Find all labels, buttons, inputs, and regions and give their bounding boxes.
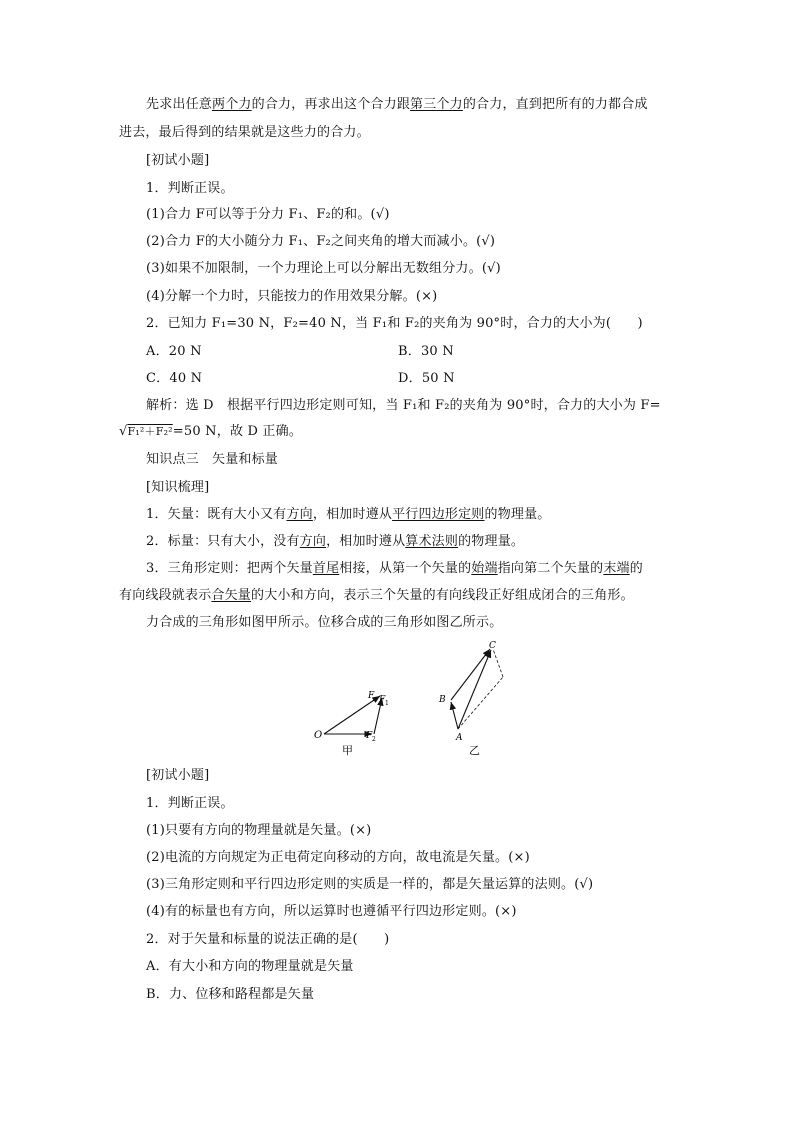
text: 指向第二个矢量的 — [497, 561, 604, 576]
caption-yi: 乙 — [469, 744, 480, 757]
underlined-term: 平行四边形定则 — [392, 507, 485, 522]
question: 2．对于矢量和标量的说法正确的是( ) — [146, 932, 390, 947]
label-f: F — [368, 691, 375, 701]
section-title: 知识点三 矢量和标量 — [146, 452, 279, 467]
text: 的 — [629, 561, 643, 576]
label-f2: F — [366, 731, 373, 741]
label-f2-sub: 2 — [372, 736, 376, 743]
question: 1．判断正误。 — [146, 181, 234, 196]
ac-vector — [458, 650, 491, 729]
label-b: B — [439, 695, 446, 705]
figure-intro: 力合成的三角形如图甲所示。位移合成的三角形如图乙所示。 — [146, 615, 503, 630]
option-a: A．20 N — [146, 344, 202, 359]
analysis: 解析：选 D 根据平行四边形定则可知，当 F₁和 F₂的夹角为 90°时，合力的大小为 F= — [146, 398, 661, 413]
sqrt-icon: √ — [119, 424, 128, 439]
judgement-item: (1)只要有方向的物理量就是矢量。(×) — [146, 823, 372, 838]
bc-vector — [451, 649, 490, 700]
option-a: A．有大小和方向的物理量就是矢量 — [146, 959, 354, 974]
triangle-rule-cont — [119, 587, 634, 605]
question: 2．已知力 F₁=30 N，F₂=40 N，当 F₁和 F₂的夹角为 90°时，合力的大小为( ) — [146, 316, 643, 331]
label-f1-sub: 1 — [385, 700, 389, 707]
resultant-f-vector — [324, 696, 380, 734]
text: 1．矢量：既有大小又有 — [146, 507, 287, 522]
judgement-item: (2)电流的方向规定为正电荷定向移动的方向，故电流是矢量。(×) — [146, 850, 530, 865]
figure-jia — [314, 691, 389, 757]
underlined-term: 算术法则 — [405, 534, 459, 549]
question: 1．判断正误。 — [146, 796, 234, 811]
section-heading: [初试小题] — [146, 768, 210, 783]
underlined-term: 末端 — [603, 561, 630, 576]
underlined-term: 合矢量 — [211, 588, 252, 603]
underlined-term: 首尾 — [312, 561, 340, 576]
text: 的大小和方向，表示三个矢量的有向线段正好组成闭合的三角形。 — [251, 588, 634, 603]
option-b: B．30 N — [398, 344, 454, 359]
section-heading: [初试小题] — [146, 153, 210, 168]
option-row — [146, 343, 202, 361]
text: 先求出任意 — [146, 97, 213, 112]
paragraph-line: 进去，最后得到的结果就是这些力的合力。 — [119, 125, 370, 140]
dashed-line — [458, 677, 503, 729]
triangle-rule — [146, 560, 643, 578]
paragraph-line — [146, 96, 648, 114]
judgement-item: (4)分解一个力时，只能按力的作用效果分解。(×) — [146, 289, 438, 304]
judgement-item: (2)合力 F的大小随分力 F₁、F₂之间夹角的增大而减小。(√) — [146, 234, 496, 249]
definition-vector — [146, 506, 551, 524]
judgement-item: (3)如果不加限制，一个力理论上可以分解出无数组分力。(√) — [146, 261, 501, 276]
text: 的合力，再求出这个合力跟 — [251, 97, 411, 112]
judgement-item: (4)有的标量也有方向，所以运算时也遵循平行四边形定则。(×) — [146, 904, 517, 919]
definition-scalar — [146, 533, 524, 551]
option-d: D．50 N — [398, 371, 455, 386]
label-o: O — [314, 730, 323, 741]
text: 2．标量：只有大小，没有 — [146, 534, 300, 549]
text: 3．三角形定则：把两个矢量 — [146, 561, 313, 576]
sqrt-expression: F₁²＋F₂² — [127, 425, 173, 438]
section-heading: [知识梳理] — [146, 480, 210, 495]
underlined-term: 方向 — [299, 534, 327, 549]
label-a: A — [456, 733, 463, 743]
judgement-item: (1)合力 F可以等于分力 F₁、F₂的和。(√) — [146, 207, 390, 222]
label-f1: F — [379, 695, 386, 705]
option-b: B．力、位移和路程都是矢量 — [146, 987, 315, 1002]
underlined-term: 两个力 — [212, 97, 252, 112]
vector-figures — [300, 632, 520, 762]
underlined-term: 始端 — [471, 561, 498, 576]
judgement-item: (3)三角形定则和平行四边形定则的实质是一样的，都是矢量运算的法则。(√) — [146, 877, 594, 892]
ab-vector — [451, 702, 458, 729]
analysis-cont — [119, 423, 302, 441]
underlined-term: 第三个力 — [410, 97, 463, 112]
text: 的合力，直到把所有的力都合成 — [462, 97, 648, 112]
text: 的物理量。 — [484, 507, 551, 522]
text: =50 N，故 D 正确。 — [172, 424, 303, 439]
text: ，相加时遵从 — [312, 507, 393, 522]
caption-jia: 甲 — [342, 744, 353, 757]
figure-yi — [438, 641, 503, 757]
label-c: C — [489, 641, 496, 651]
text: 有向线段就表示 — [119, 588, 212, 603]
text: 的物理量。 — [458, 534, 525, 549]
text: 相接，从第一个矢量的 — [339, 561, 472, 576]
underlined-term: 方向 — [286, 507, 313, 522]
text: ，相加时遵从 — [326, 534, 406, 549]
option-c: C．40 N — [146, 371, 203, 386]
dashed-line — [493, 649, 503, 677]
